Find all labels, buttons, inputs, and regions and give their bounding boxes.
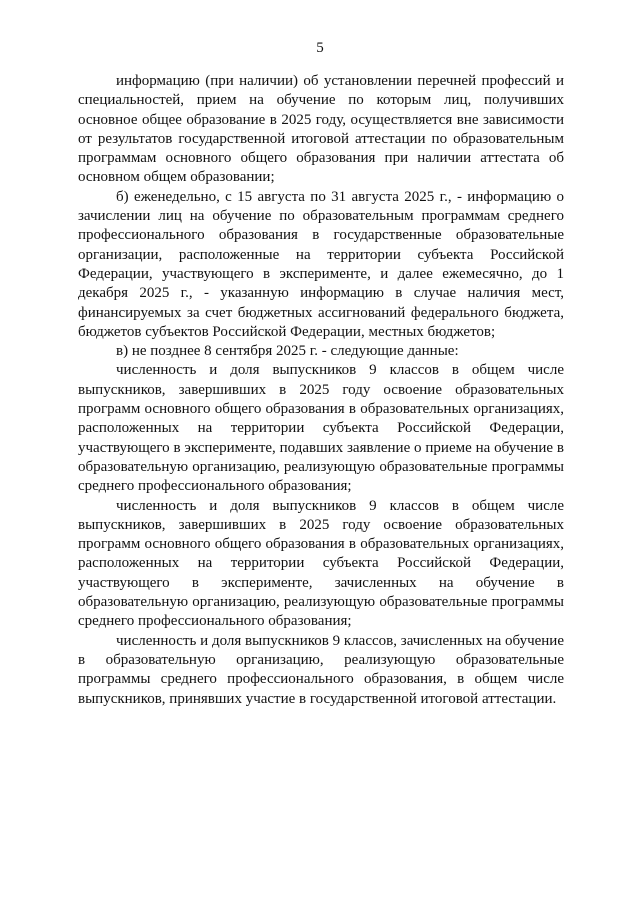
page-number: 5 [316,40,324,56]
paragraph-applicants-share: численность и доля выпускников 9 классов в общем числе выпускников, завершивших в 2025 году освоение образовательных программ основного общего образования в образовательных организациях, расположенных на территории субъекта Российской Федерации, участвующего в эксперименте, подавших заявление о приеме на обучение в образовательную организацию, реализующую образовательные программы среднего профессионального образования; [78,362,564,495]
paragraph-enrolled-among-attestation: численность и доля выпускников 9 классов, зачисленных на обучение в образовательную организацию, реализующую образовательные программы среднего профессионального образования, в общем числе выпускников, принявших участие в государственной итоговой аттестации. [78,632,564,707]
paragraph-professions-list-info: информацию (при наличии) об установлении перечней профессий и специальностей, прием на обучение по которым лиц, получивших основное общее образование в 2025 году, осуществляется вне зависимости от результатов государственной итоговой аттестации по образовательным программам основного общего образования при наличии аттестата об основном общем образовании; [78,73,564,186]
paragraph-september-deadline: в) не позднее 8 сентября 2025 г. - следующие данные: [116,343,459,360]
document-body [78,72,564,709]
paragraph-enrolled-share: численность и доля выпускников 9 классов в общем числе выпускников, завершивших в 2025 году освоение образовательных программ основного общего образования в образовательных организациях, расположенных на территории субъекта Российской Федерации, участвующего в эксперименте, зачисленных на обучение в образовательную организацию, реализующую образовательные программы среднего профессионального образования; [78,497,564,630]
paragraph-weekly-enrollment-info: б) еженедельно, с 15 августа по 31 августа 2025 г., - информацию о зачислении лиц на обучение по образовательным программам среднего профессионального образования в государственные образовательные организации, расположенные на территории субъекта Российской Федерации, участвующего в эксперименте, и далее ежемесячно, до 1 декабря 2025 г., - указанную информацию в случае наличия мест, финансируемых за счет бюджетных ассигнований федерального бюджета, бюджетов субъектов Российской Федерации, местных бюджетов; [78,188,564,340]
